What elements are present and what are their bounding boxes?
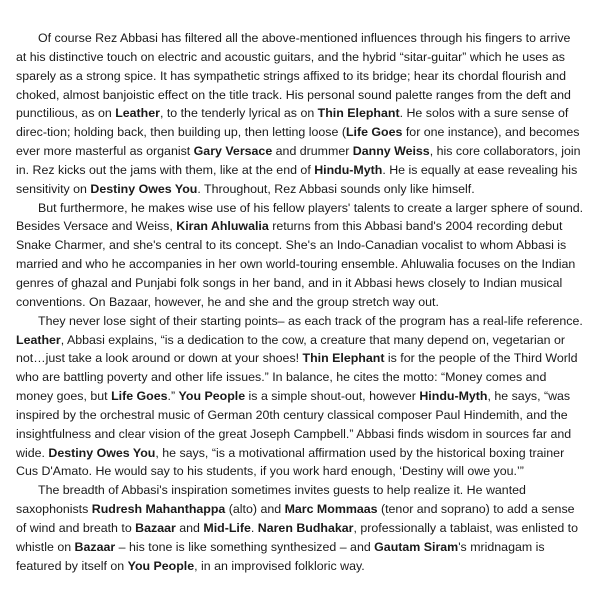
- bold-term: You People: [178, 389, 246, 404]
- article-body: [16, 29, 584, 575]
- text-run: .: [250, 520, 258, 535]
- bold-term: Mid-Life: [203, 520, 251, 535]
- text-run: , Abbasi explains, “is a dedication to the cow, a creature that many depend on, vegetarian or not…just take a look around or down at your shoes!: [16, 332, 565, 366]
- bold-term: Rudresh Mahanthappa: [91, 502, 226, 517]
- bold-term: Leather: [115, 106, 160, 121]
- paragraph-1: [16, 29, 584, 199]
- bold-term: Destiny Owes You: [90, 181, 198, 196]
- text-run: (tenor and soprano) to add a sense of wind and breath to: [16, 502, 575, 535]
- bold-term: Gary Versace: [193, 144, 273, 159]
- bold-term: Life Goes: [345, 125, 403, 140]
- paragraph-3: [16, 312, 584, 482]
- text-run: for one instance), and becomes ever more masterful as organist: [16, 125, 580, 159]
- bold-term: Gautam Siram: [374, 539, 459, 554]
- text-run: They never lose sight of their starting points– as each track of the program has a real-life reference.: [38, 313, 583, 328]
- text-run: – his tone is like something synthesized – and: [115, 539, 375, 554]
- bold-term: Leather: [16, 332, 61, 347]
- text-run: and drummer: [272, 144, 353, 159]
- text-run: . He is equally at ease revealing his sensitivity on: [16, 162, 578, 196]
- bold-term: Life Goes: [111, 389, 168, 404]
- bold-term: Marc Mommaas: [284, 502, 378, 517]
- text-run: .”: [167, 389, 179, 404]
- bold-term: Thin Elephant: [317, 106, 400, 121]
- bold-term: You People: [127, 558, 195, 573]
- bold-term: Destiny Owes You: [48, 445, 156, 460]
- text-run: , to the tenderly lyrical as on: [159, 106, 318, 121]
- text-run: The breadth of Abbasi's inspiration sometimes invites guests to help realize it. He wanted saxophonists: [16, 483, 526, 517]
- bold-term: Bazaar: [74, 539, 116, 554]
- text-run: , in an improvised folkloric way.: [194, 558, 365, 573]
- text-run: , his core collaborators, join in. Rez kicks out the jams with them, like at the end of: [16, 144, 581, 177]
- bold-term: Naren Budhakar: [257, 520, 354, 535]
- paragraph-2: [16, 199, 584, 312]
- bold-term: Kiran Ahluwalia: [176, 219, 269, 234]
- text-run: 's mridnagam is featured by itself on: [16, 539, 545, 573]
- paragraph-4: [16, 481, 584, 575]
- text-run: . He solos with a sure sense of direc-tion; holding back, then building up, then letting loose (: [16, 106, 569, 140]
- text-run: is a simple shout-out, however: [245, 389, 420, 404]
- text-run: (alto) and: [225, 502, 285, 517]
- text-run: , he says, “was inspired by the orchestral music of German 20th century classical composer Paul Hindemith, and the insightfulness and clear vision of the great Joseph Campbell.” Abbasi finds wisdom in sources far and wide.: [16, 389, 572, 460]
- text-run: . Throughout, Rez Abbasi sounds only like himself.: [197, 181, 475, 196]
- bold-term: Thin Elephant: [302, 351, 385, 366]
- text-run: But furthermore, he makes wise use of his fellow players' talents to create a larger sphere of sound. Besides Versace and Weiss,: [16, 200, 584, 234]
- text-run: , professionally a tablaist, was enlisted to whistle on: [16, 520, 579, 554]
- text-run: , he says, “is a motivational affirmation used by the historical boxing trainer Cus D'Amato. He would say to his students, if you work hard enough, ‘Destiny will owe you.’”: [16, 445, 565, 479]
- text-run: returns from this Abbasi band's 2004 recording debut Snake Charmer, and she's central to its concept. She's an Indo-Canadian vocalist to whom Abbasi is married and who he accompanies in her own world-touring ensemble. Ahluwalia focuses on the Indian genres of ghazal and Punjabi folk songs in her band, and in it Abbasi hews closely to Indian musical conventions. On Bazaar, however, he and she and the group stretch way out.: [16, 219, 576, 309]
- bold-term: Hindu-Myth: [314, 162, 383, 177]
- text-run: Of course Rez Abbasi has filtered all the above-mentioned influences through his fingers to arrive at his distinctive touch on electric and acoustic guitars, and the hybrid “sitar-guitar” which he uses as sparely as a strong spice. It has sympathetic strings affixed to its bridge; hear its chordal flourish and choked, almost banjoistic effect on the title track. His personal sound palette ranges from the deft and punctilious, as on: [16, 31, 571, 121]
- bold-term: Hindu-Myth: [419, 389, 488, 404]
- bold-term: Bazaar: [135, 520, 176, 535]
- text-run: is for the people of the Third World who are battling poverty and other life issues.” In balance, he cites the motto: “Money comes and money goes, but: [16, 351, 578, 404]
- bold-term: Danny Weiss: [352, 144, 430, 159]
- text-run: and: [175, 520, 204, 535]
